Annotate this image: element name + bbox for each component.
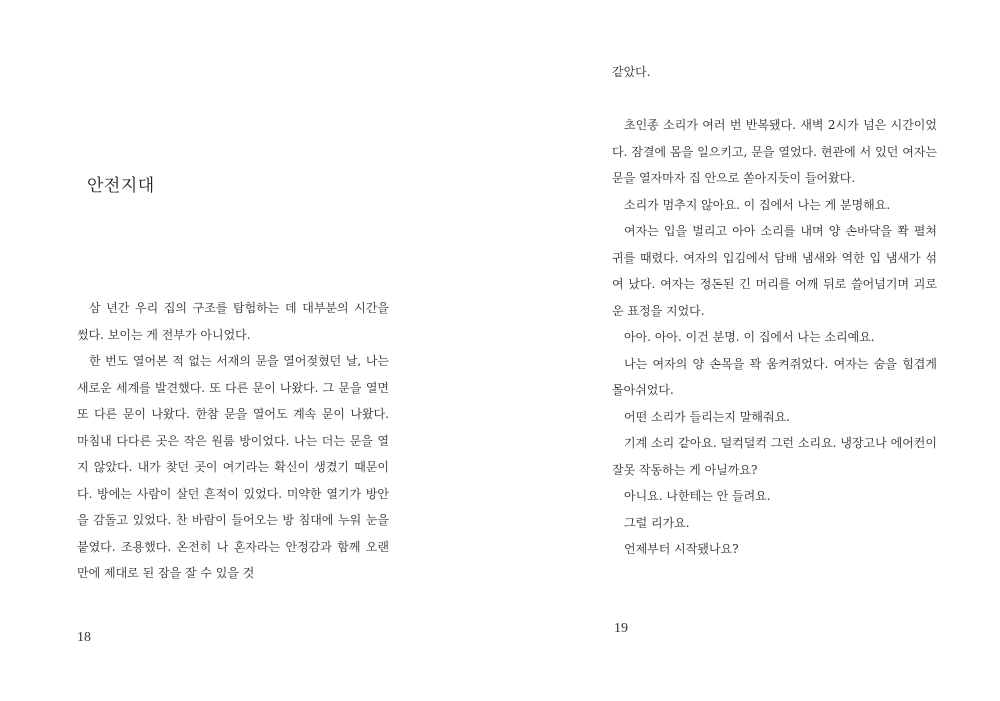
paragraph: 나는 여자의 양 손목을 꽉 움켜쥐었다. 여자는 숨을 힘겹게 몰아쉬었다. — [612, 356, 937, 397]
page-number: 18 — [77, 630, 91, 645]
chapter-title: 안전지대 — [87, 176, 155, 196]
left-page-body — [77, 295, 389, 587]
paragraph: 언제부터 시작됐나요? — [624, 542, 739, 556]
right-page-body — [511, 59, 937, 563]
paragraph: 아니요. 나한테는 안 들려요. — [624, 489, 771, 503]
paragraph: 여자는 입을 벌리고 아아 소리를 내며 양 손바닥을 쫙 펼쳐 귀를 때렸다. 여자의 입김에서 담배 냄새와 역한 입 냄새가 섞여 났다. 여자는 정돈된 긴 머리를 어깨 뒤로 쓸어넘기며 괴로운 표정을 지었다. — [612, 224, 937, 318]
paragraph: 어떤 소리가 들리는지 말해줘요. — [624, 409, 790, 424]
right-page — [500, 0, 1000, 701]
paragraph: 아아. 아아. 이건 분명. 이 집에서 나는 소리예요. — [624, 330, 875, 344]
paragraph: 초인종 소리가 여러 번 반복됐다. 새벽 2시가 넘은 시간이었다. 잠결에 몸을 일으키고, 문을 열었다. 현관에 서 있던 여자는 문을 열자마자 집 안으로 쏟아지듯이 들어왔다. — [612, 118, 937, 185]
paragraph: 기계 소리 같아요. 덜컥덜컥 그런 소리요. 냉장고나 에어컨이 잘못 작동하는 게 아닐까요? — [612, 436, 937, 477]
paragraph: 삼 년간 우리 집의 구조를 탐험하는 데 대부분의 시간을 썼다. 보이는 게 전부가 아니었다. — [77, 301, 389, 342]
paragraph: 소리가 멈추지 않아요. 이 집에서 나는 게 분명해요. — [624, 197, 891, 212]
paragraph: 그럴 리가요. — [624, 515, 690, 530]
paragraph: 한 번도 열어본 적 없는 서재의 문을 열어젖혔던 날, 나는 새로운 세계를 발견했다. 또 다른 문이 나왔다. 그 문을 열면 또 다른 문이 나왔다. 한참 문을 열어도 계속 문이 나왔다. 마침내 다다른 곳은 작은 원룸 방이었다. 나는 더는 문을 열지 않았다. 내가 찾던 곳이 여기라는 확신이 생겼기 때문이다. 방에는 사람이 살던 흔적이 있었다. 미약한 열기가 방안을 감돌고 있었다. 찬 바람이 들어오는 방 침대에 누워 눈을 붙였다. 조용했다. 온전히 나 혼자라는 안정감과 함께 오랜만에 제대로 된 잠을 잘 수 있을 것 — [77, 354, 389, 580]
continuation-line: 같았다. — [612, 65, 651, 79]
page-number: 19 — [614, 621, 628, 636]
